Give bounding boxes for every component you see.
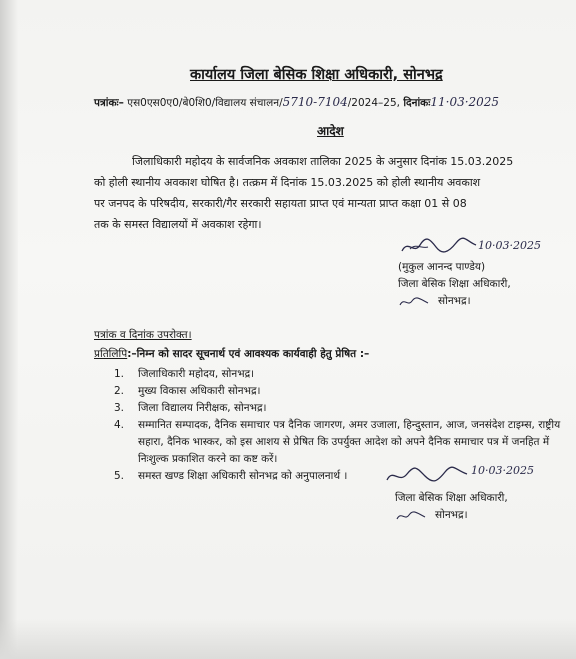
date-handwritten: 11·03·2025 [430,95,500,109]
order-line: जिलाधिकारी महोदय के सार्वजनिक अवकाश तालिका 2025 के अनुसार दिनांक 15.03.2025 [132,155,514,168]
list-item-number: 1. [114,368,125,380]
office-title: कार्यालय जिला बेसिक शिक्षा अधिकारी, सोनभद्र [190,67,443,83]
letter-no-body: एस0एस0ए0/बे0शि0/विद्यालय संचालन/ [127,97,283,109]
order-title: आदेश [317,124,344,138]
order-line: तक के समस्त विद्यालयों में अवकाश रहेगा। [94,218,262,231]
list-item-number: 3. [114,402,125,414]
list-item-number: 4. [114,419,125,431]
page-bottom-shadow [0,619,576,659]
list-item-text: जिला विद्यालय निरीक्षक, सोनभद्र। [138,402,267,414]
officer-location: सोनभद्र। [438,295,471,307]
signature-date: 10·03·2025 [471,464,534,477]
letter-no-handwritten: 5710-7104 [282,95,348,109]
copy-heading [94,347,369,361]
list-item-text: समस्त खण्ड शिक्षा अधिकारी सोनभद्र को अनुपालनार्थ । [138,470,348,482]
signature-scribble-icon [400,235,480,259]
list-item-number: 2. [114,385,125,397]
list-item-text: सम्मानित सम्पादक, दैनिक समाचार पत्र दैनिक जागरण, अमर उजाला, हिन्दुस्तान, आज, जनसंदेश टाइम्स, राष्ट्रीय सहारा, दैनिक भास्कर, को इस आशय से प्रेषित कि उपर्युक्त आदेश को अपने दैनिक समाचार पत्र में जनहित में निःशुल्क प्रकाशित करने का कष्ट करें। [138,419,561,465]
officer-name: (मुकुल आनन्द पाण्डेय) [398,261,486,273]
signature-scribble-icon [385,462,471,486]
officer-designation: जिला बेसिक शिक्षा अधिकारी, [398,278,511,290]
list-item [114,400,564,417]
list-item [114,417,564,468]
order-paragraph [94,151,557,235]
reference-repeat-line: पत्रांक व दिनांक उपरोक्त। [94,329,192,341]
initials-scribble-icon [398,295,434,309]
list-item-number: 5. [114,470,125,482]
officer-location: सोनभद्र। [435,509,468,521]
signature-date: 10·03·2025 [478,239,541,252]
initials-scribble-icon [395,509,431,523]
copy-label: प्रतिलिपि [94,348,128,360]
letter-no-year: /2024–25, [347,97,400,109]
officer-designation: जिला बेसिक शिक्षा अधिकारी, [395,492,508,504]
page-edge-shadow [0,0,18,659]
order-line: पर जनपद के परिषदीय, सरकारी/गैर सरकारी सहायता प्राप्त एवं मान्यता प्राप्त कक्षा 01 से 08 [94,197,467,210]
date-label: दिनांकः [403,97,431,109]
copy-heading-text: :–निम्न को सादर सूचनार्थ एवं आवश्यक कार्यवाही हेतु प्रेषित :– [127,348,370,360]
list-item [114,383,564,400]
order-line: को होली स्थानीय अवकाश घोषित है। तत्क्रम में दिनांक 15.03.2025 को होली स्थानीय अवकाश [94,176,481,189]
list-item [114,366,564,383]
letter-no-label: पत्रांकः– [94,97,124,109]
list-item-text: मुख्य विकास अधिकारी सोनभद्र। [138,385,261,397]
list-item-text: जिलाधिकारी महोदय, सोनभद्र। [138,368,255,380]
reference-line [94,95,499,110]
